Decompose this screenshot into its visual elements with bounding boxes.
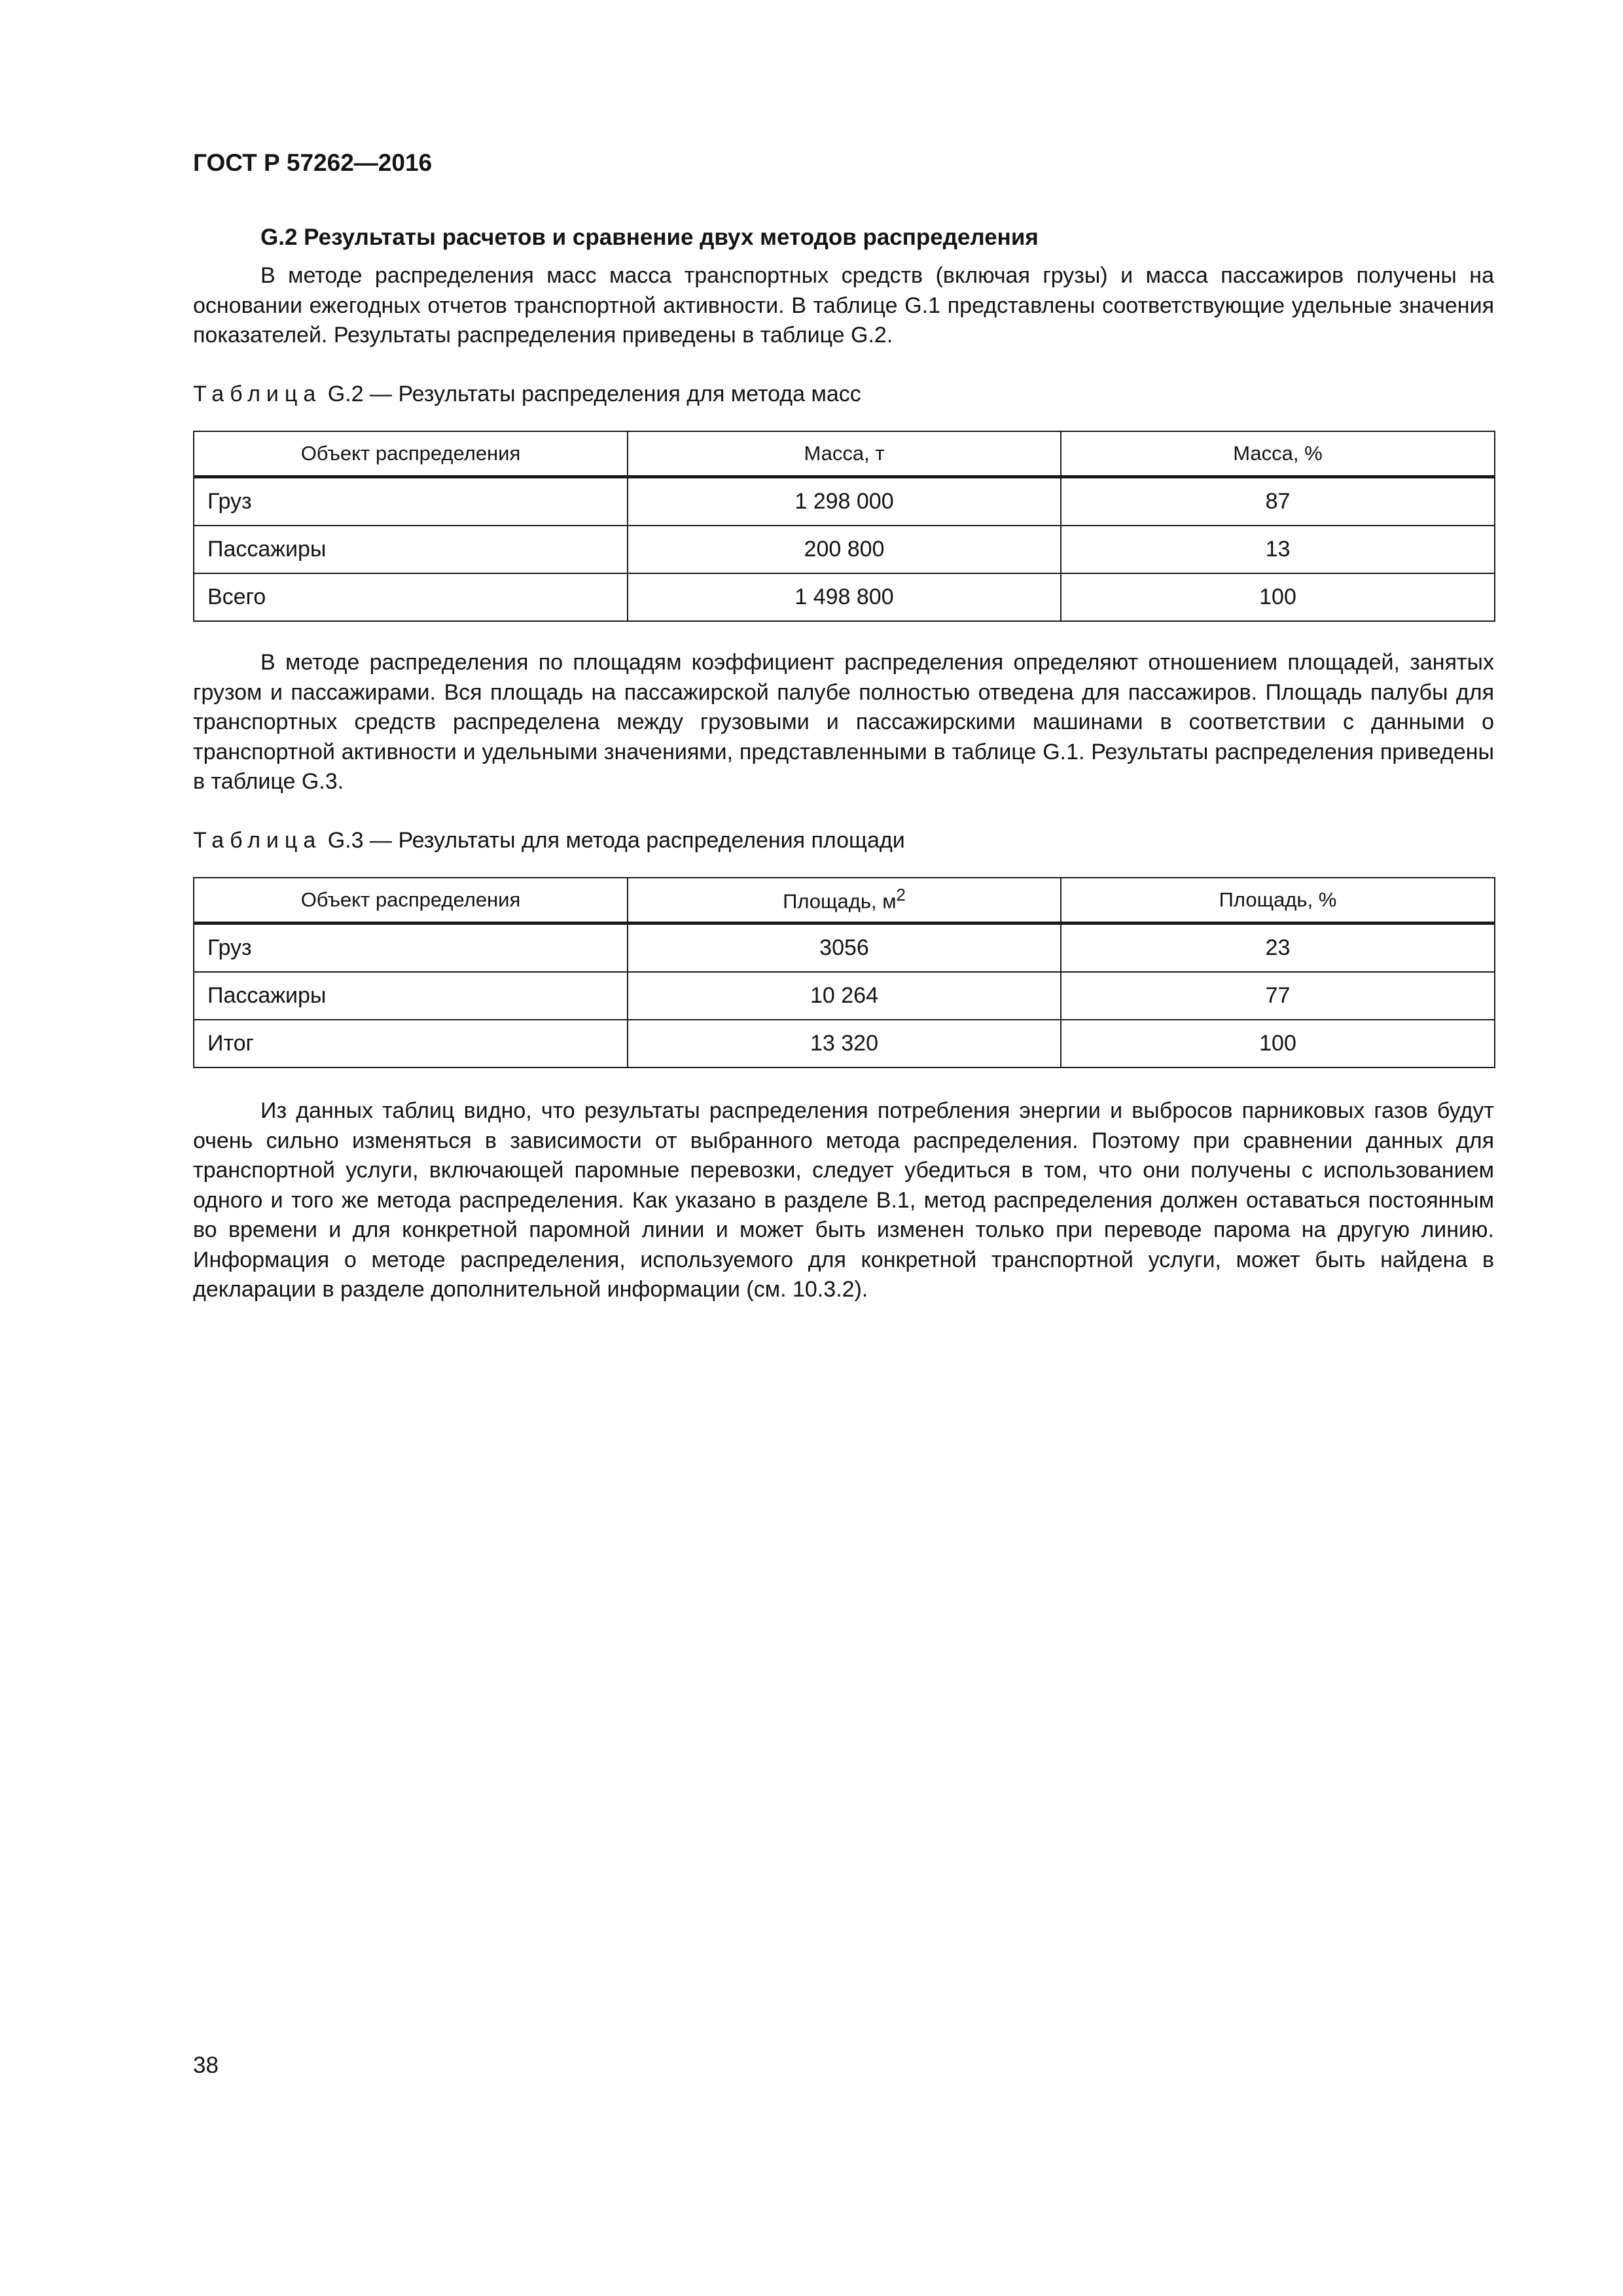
table-cell: 13 320: [628, 1020, 1061, 1067]
column-header: Масса, т: [628, 431, 1061, 477]
table-cell: 23: [1061, 924, 1495, 973]
table-row: [194, 477, 1495, 526]
unit-superscript: 2: [896, 886, 906, 905]
table-cell: 1 498 800: [628, 573, 1061, 621]
table-cell: 13: [1061, 526, 1495, 573]
column-header-label: Площадь, м: [783, 889, 897, 913]
body-paragraph: В методе распределения масс масса транспортных средств (включая грузы) и масса пассажиров получены на основании ежегодных отчетов транспортной активности. В таблице G.1 представлены соответствующие удельные значения показателей. Результаты распределения приведены в таблице G.2.: [193, 263, 1494, 348]
table-caption: [193, 382, 861, 407]
section-title: G.2 Результаты расчетов и сравнение двух методов распределения: [260, 224, 1039, 250]
table-cell: Всего: [194, 573, 628, 621]
table-cell: Пассажиры: [194, 526, 628, 573]
column-header: Объект распределения: [194, 878, 628, 924]
table-cell: Груз: [194, 924, 628, 973]
table-row: [194, 972, 1495, 1020]
table-cell: Итог: [194, 1020, 628, 1067]
table-cell: 3056: [628, 924, 1061, 973]
table-cell: 10 264: [628, 972, 1061, 1020]
table-caption-text: G.3 — Результаты для метода распределения площади: [327, 828, 905, 853]
page-number: 38: [193, 2053, 219, 2078]
table-row: [194, 573, 1495, 621]
table-caption-text: G.2 — Результаты распределения для метода масс: [327, 382, 861, 406]
table-caption-word: Таблица: [193, 828, 322, 853]
column-header: Площадь, %: [1061, 878, 1495, 924]
body-paragraph: В методе распределения по площадям коэффициент распределения определяют отношением площадей, занятых грузом и пассажирами. Вся площадь на пассажирской палубе полностью отведена для пассажиров. Площадь палубы для транспортных средств распределена между грузовыми и пассажирскими машинами в соответствии с данными о транспортной активности и удельными значениями, представленными в таблице G.1. Результаты распределения приведены в таблице G.3.: [193, 650, 1494, 794]
column-header: Объект распределения: [194, 431, 628, 477]
area-allocation-table: [193, 877, 1495, 1068]
table-row: [194, 924, 1495, 973]
body-paragraph: Из данных таблиц видно, что результаты распределения потребления энергии и выбросов парниковых газов будут очень сильно изменяться в зависимости от выбранного метода распределения. Поэтому при сравнении данных для транспортной услуги, включающей паромные перевозки, следует убедиться в том, что они получены с использованием одного и того же метода распределения. Как указано в разделе В.1, метод распределения должен оставаться постоянным во времени и для конкретной паромной линии и может быть изменен только при переводе парома на другую линию. Информация о методе распределения, используемого для конкретной транспортной услуги, может быть найдена в декларации в разделе дополнительной информации (см. 10.3.2).: [193, 1098, 1494, 1302]
table-caption-word: Таблица: [193, 382, 322, 406]
table-cell: 77: [1061, 972, 1495, 1020]
table-cell: 87: [1061, 477, 1495, 526]
document-code: ГОСТ Р 57262—2016: [193, 149, 433, 176]
table-cell: Пассажиры: [194, 972, 628, 1020]
table-cell: 1 298 000: [628, 477, 1061, 526]
table-caption: [193, 828, 905, 853]
mass-allocation-table: [193, 431, 1495, 622]
table-header-row: [194, 878, 1495, 924]
table-header-row: [194, 431, 1495, 477]
table-row: [194, 1020, 1495, 1067]
table-cell: 200 800: [628, 526, 1061, 573]
table-row: [194, 526, 1495, 573]
table-cell: Груз: [194, 477, 628, 526]
column-header: [628, 878, 1061, 924]
table-cell: 100: [1061, 573, 1495, 621]
table-cell: 100: [1061, 1020, 1495, 1067]
column-header: Масса, %: [1061, 431, 1495, 477]
